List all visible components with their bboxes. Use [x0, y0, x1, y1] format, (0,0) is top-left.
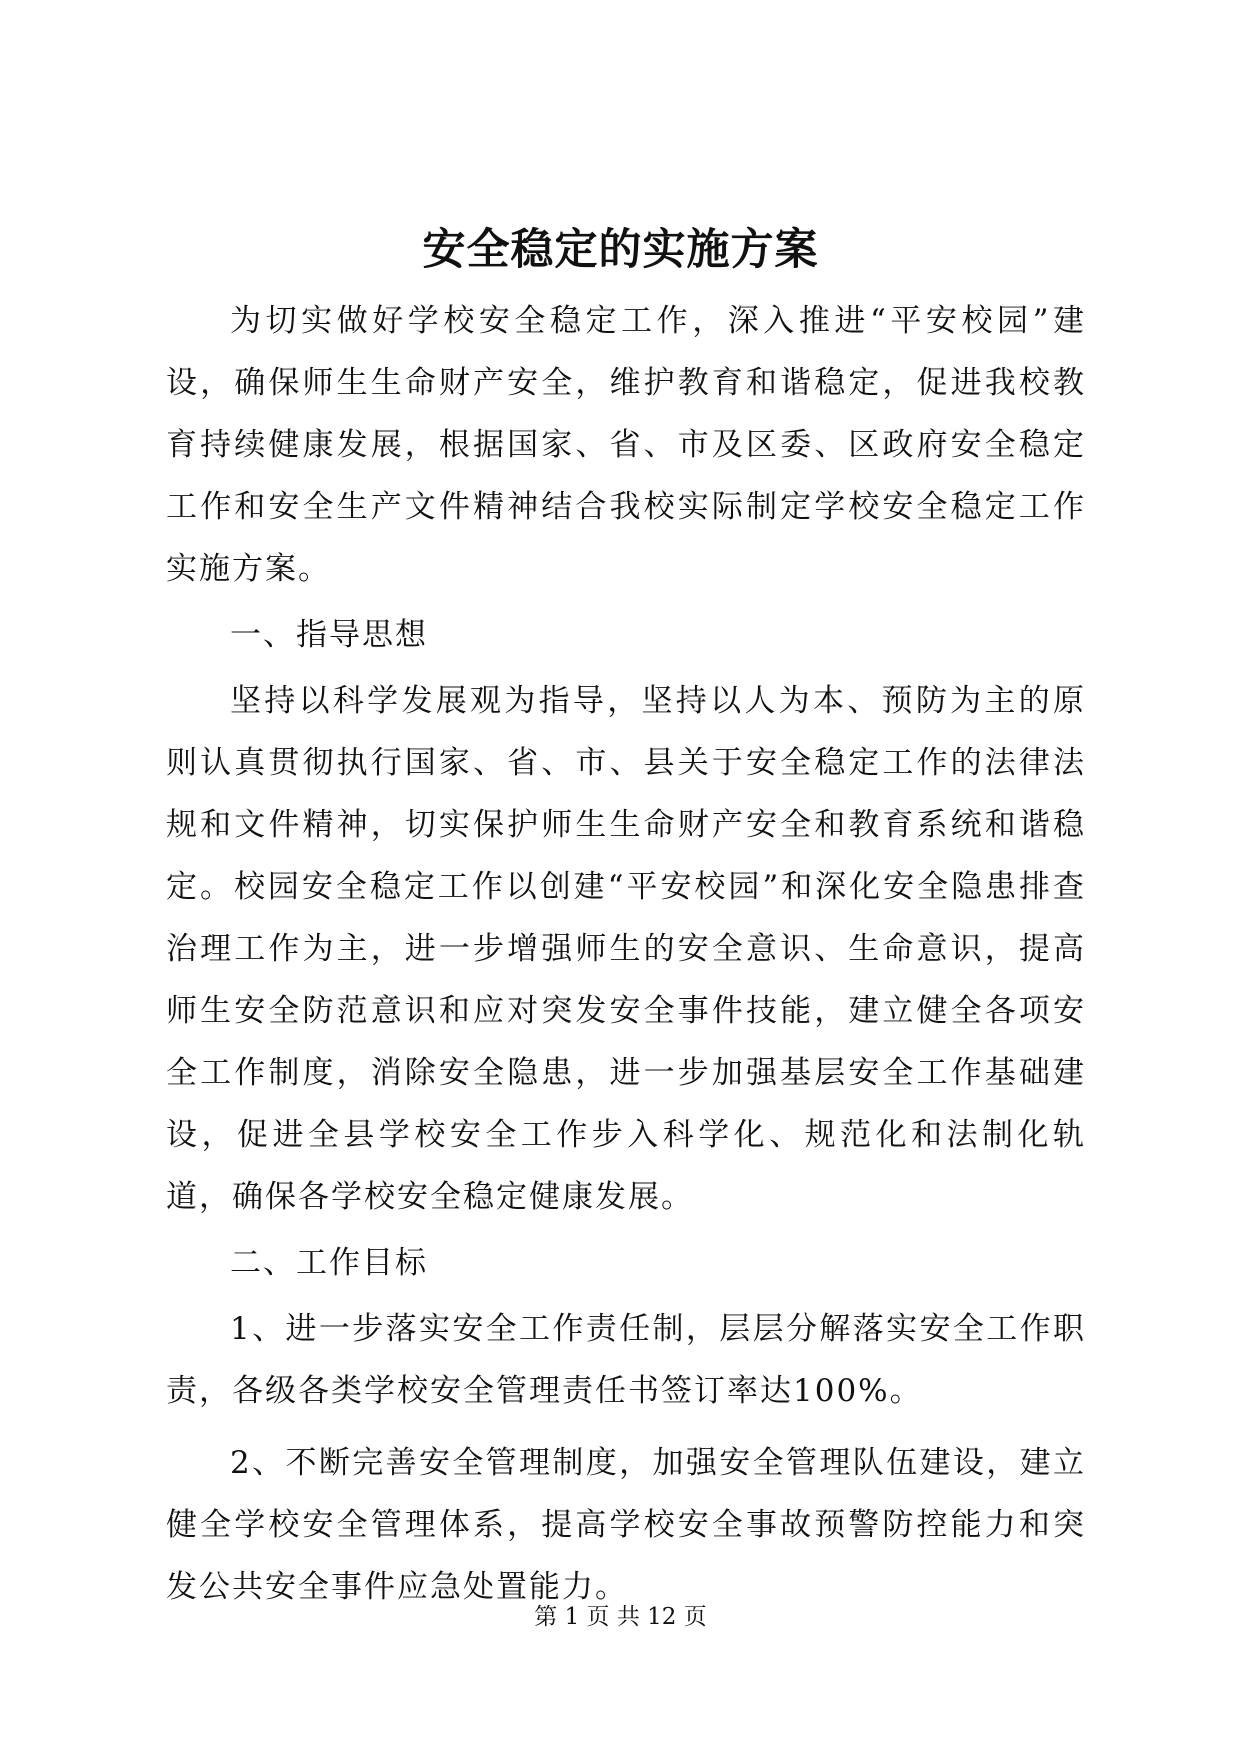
document-title: 安全稳定的实施方案 [422, 225, 819, 275]
paragraph-guiding-thought: 坚持以科学发展观为指导，坚持以人为本、预防为主的原则认真贯彻执行国家、省、市、县关于安全稳定工作的法律法规和文件精神，切实保护师生生命财产安全和教育系统和谐稳定。校园安全稳定工作以创建“平安校园”和深化安全隐患排查治理工作为主，进一步增强师生的安全意识、生命意识，提高师生安全防范意识和应对突发安全事件技能，建立健全各项安全工作制度，消除安全隐患，进一步加强基层安全工作基础建设，促进全县学校安全工作步入科学化、规范化和法制化轨道，确保各学校安全稳定健康发展。 [166, 683, 1086, 1215]
section-heading-work-goals: 二、工作目标 [230, 1245, 428, 1281]
paragraph-goal-2: 2、不断完善安全管理制度，加强安全管理队伍建设，建立健全学校安全管理体系，提高学校安全事故预警防控能力和突发公共安全事件应急处置能力。 [166, 1445, 1086, 1605]
document-body [166, 290, 1086, 1618]
paragraph-intro: 为切实做好学校安全稳定工作，深入推进“平安校园”建设，确保师生生命财产安全，维护教育和谐稳定，促进我校教育持续健康发展，根据国家、省、市及区委、区政府安全稳定工作和安全生产文件精神结合我校实际制定学校安全稳定工作实施方案。 [166, 303, 1086, 587]
paragraph-goal-1: 1、进一步落实安全工作责任制，层层分解落实安全工作职责，各级各类学校安全管理责任书签订率达100%。 [166, 1311, 1086, 1409]
page-number-footer: 第 1 页 共 12 页 [534, 1604, 707, 1630]
section-heading-guiding-thought: 一、指导思想 [230, 617, 428, 653]
